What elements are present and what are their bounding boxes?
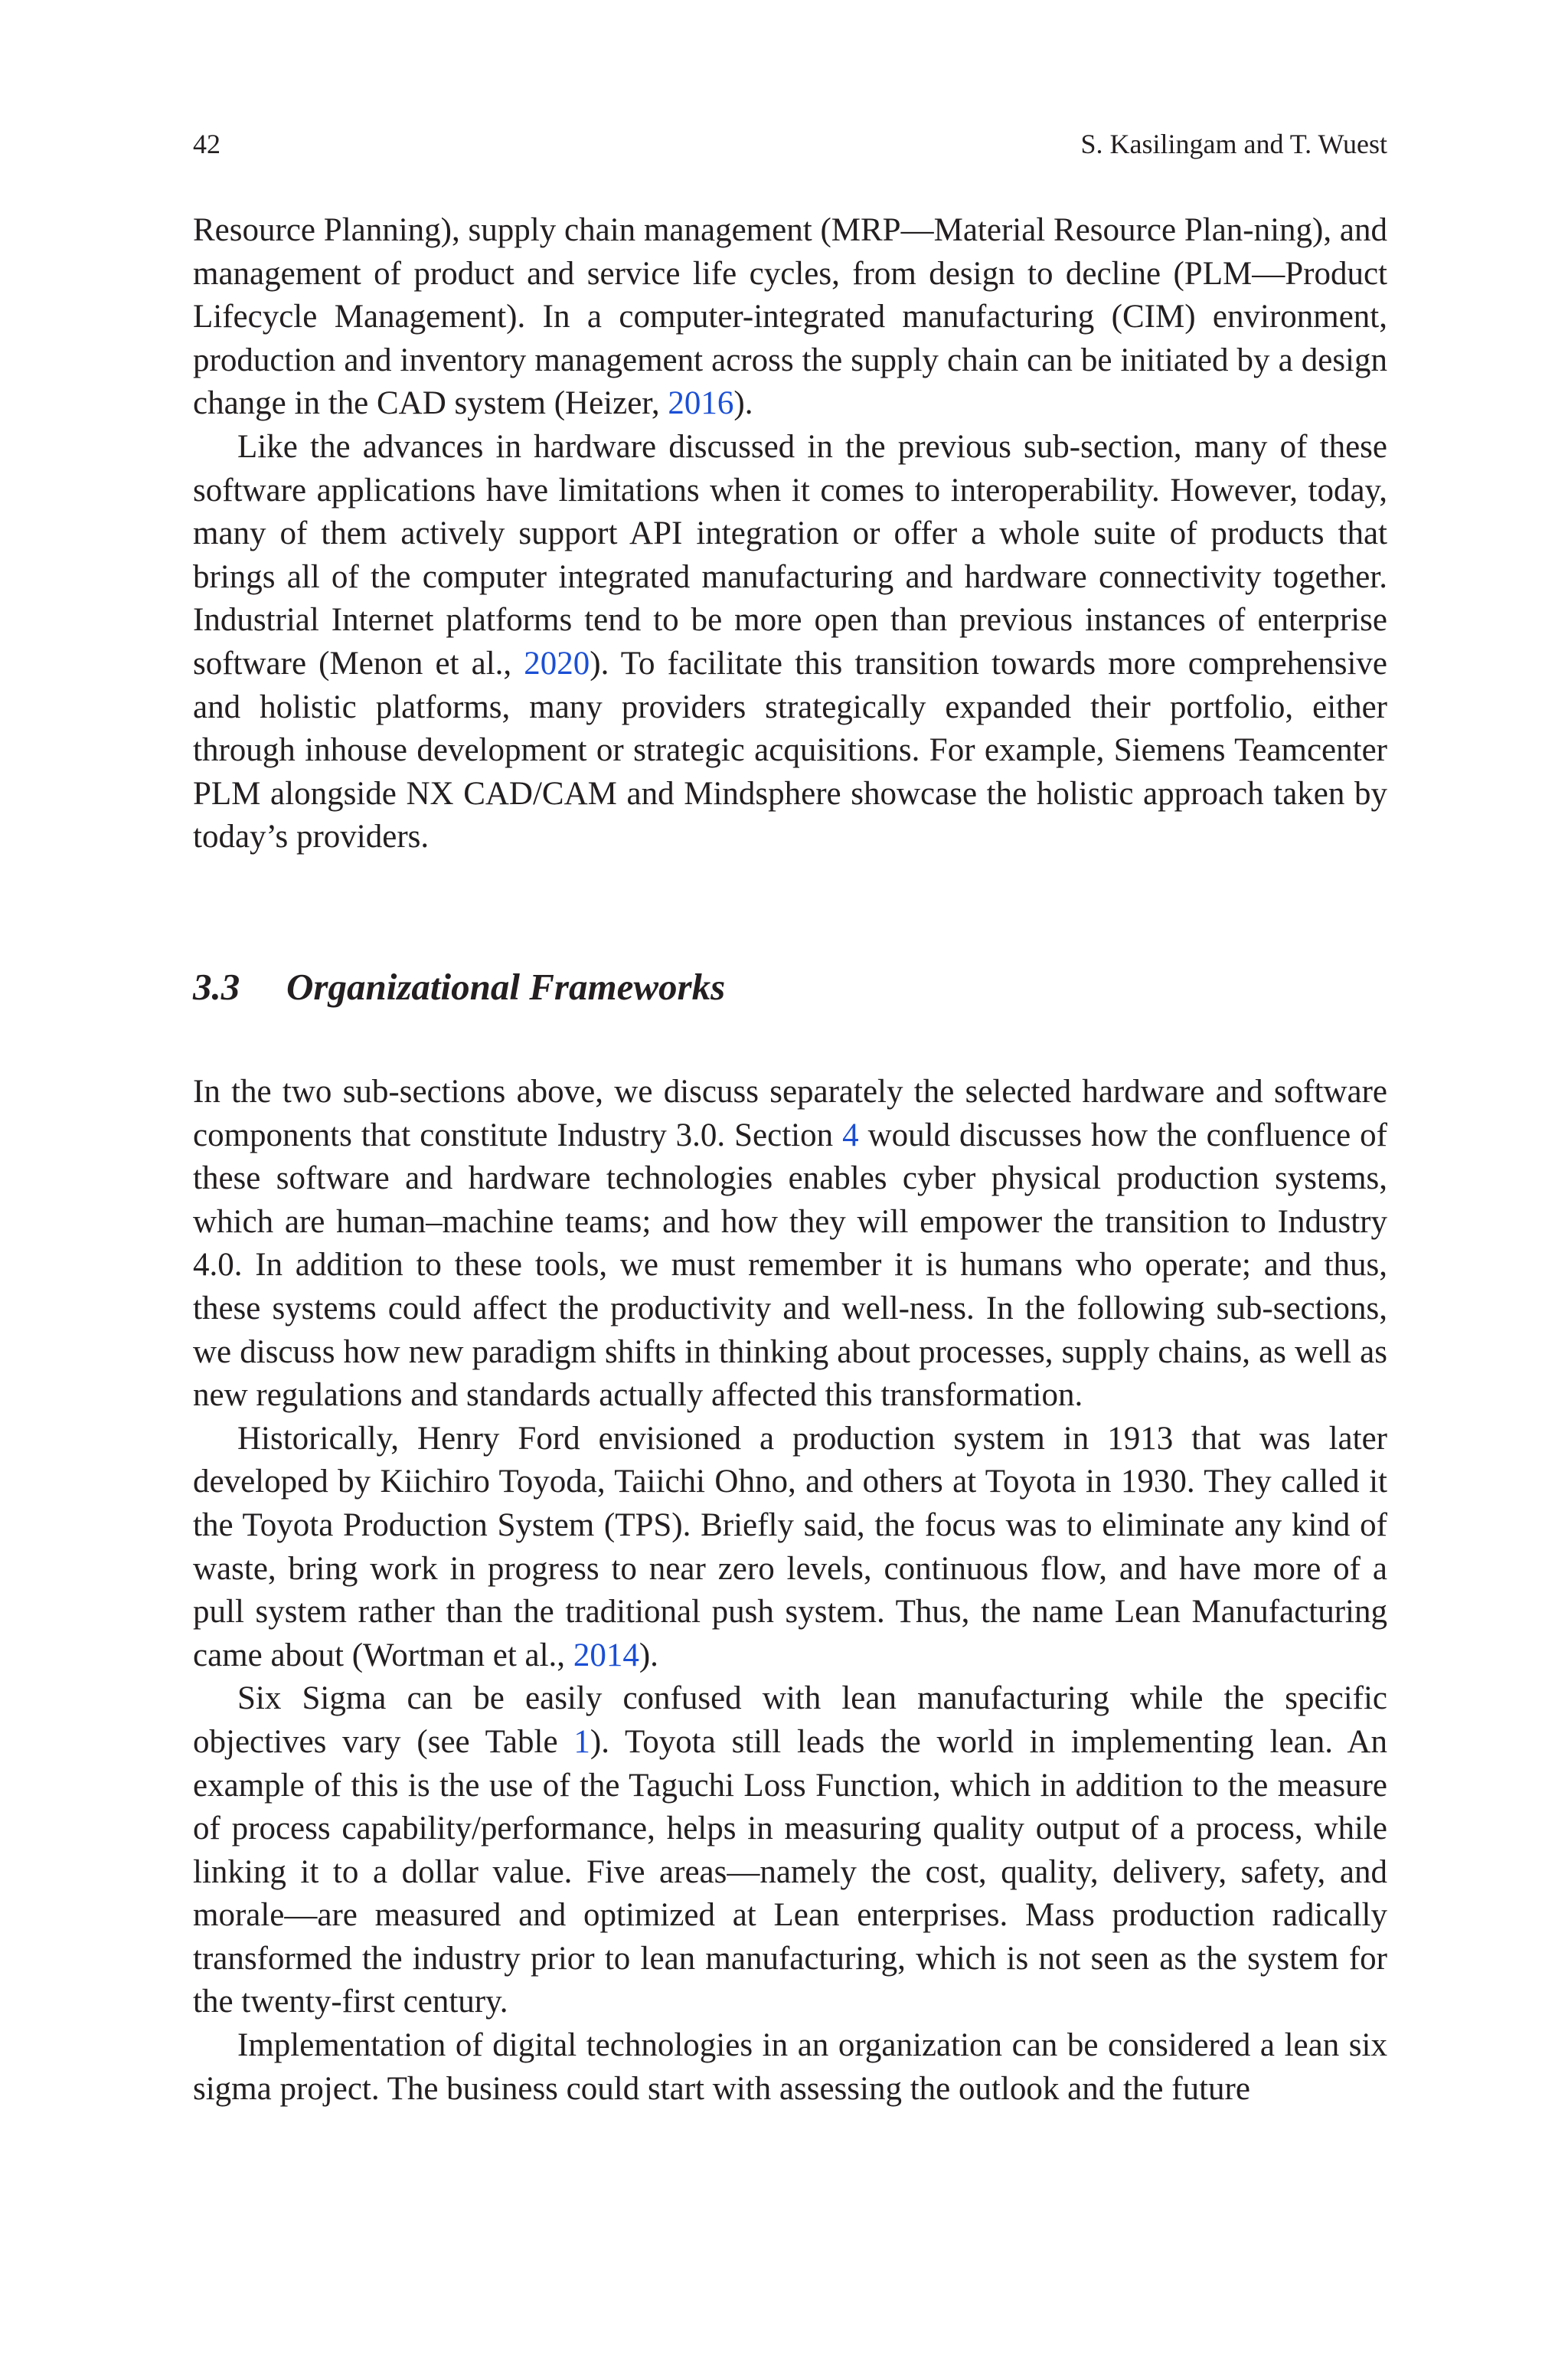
running-header (193, 123, 1387, 165)
page-number: 42 (193, 129, 220, 159)
section-number: 3.3 (193, 966, 240, 1008)
paragraph-toyota-history: Historically, Henry Ford envisioned a production system in 1913 that was later developed by Kiichiro Toyoda, Taiichi Ohno, and others at Toyota in 1930. They called it the Toyota Production System (TPS). Briefly said, the focus was to eliminate any kind of waste, bring work in progress to near zero levels, continuous flow, and have more of a pull system rather than the traditional push system. Thus, the name Lean Manufacturing came about (Wortman et al., 2014). (193, 1420, 1387, 1673)
paragraph-intro: In the two sub-sections above, we discuss separately the selected hardware and software components that constitute Industry 3.0. Section 4 would discusses how the confluence of these software and hardware technologies enables cyber physical production systems, which are human–machine teams; and how they will empower the transition to Industry 4.0. In addition to these tools, we must remember it is humans who operate; and thus, these systems could affect the productivity and well-ness. In the following sub-sections, we discuss how new paradigm shifts in thinking about processes, supply chains, as well as new regulations and standards actually affected this transformation. (193, 1074, 1387, 1414)
paragraph-continued: Resource Planning), supply chain management (MRP—Material Resource Plan-ning), and management of product and service life cycles, from design to decline (PLM—Product Lifecycle Management). In a computer-integrated manufacturing (CIM) environment, production and inventory management across the supply chain can be initiated by a design change in the CAD system (Heizer, 2016). (193, 212, 1387, 422)
paragraph-interoperability: Like the advances in hardware discussed in the previous sub-section, many of these software applications have limitations when it comes to interoperability. However, today, many of them actively support API integration or offer a whole suite of products that brings all of the computer integrated manufacturing and hardware connectivity together. Industrial Internet platforms tend to be more open than previous instances of enterprise software (Menon et al., 2020). To facilitate this transition towards more comprehensive and holistic platforms, many providers strategically expanded their portfolio, either through inhouse development or strategic acquisitions. For example, Siemens Teamcenter PLM alongside NX CAD/CAM and Mindsphere showcase the holistic approach taken by today’s providers. (193, 428, 1387, 855)
body-text-section (193, 1071, 1387, 2111)
citation-link-menon-2020[interactable]: 2020 (524, 645, 590, 682)
table-1-link[interactable]: 1 (573, 1723, 590, 1760)
citation-link-wortman-2014[interactable]: 2014 (573, 1637, 639, 1673)
section-title: Organizational Frameworks (286, 966, 726, 1008)
citation-link-heizer-2016[interactable]: 2016 (668, 385, 734, 422)
paragraph-six-sigma: Six Sigma can be easily confused with lean manufacturing while the specific objectives vary (see Table 1). Toyota still leads the world in implementing lean. An example of this is the use of the Taguchi Loss Function, which in addition to the measure of process capability/performance, helps in measuring quality output of a process, while linking it to a dollar value. Five areas—namely the cost, quality, delivery, safety, and morale—are measured and optimized at Lean enterprises. Mass production radically transformed the industry prior to lean manufacturing, which is not seen as the system for the twenty-first century. (193, 1680, 1387, 2020)
running-authors: S. Kasilingam and T. Wuest (1080, 129, 1387, 159)
section-heading (193, 960, 1387, 1014)
body-text-top (193, 209, 1387, 859)
paragraph-implementation: Implementation of digital technologies in an organization can be considered a lean six sigma project. The business could start with assessing the outlook and the future (193, 2027, 1387, 2107)
section-4-link[interactable]: 4 (842, 1117, 859, 1153)
